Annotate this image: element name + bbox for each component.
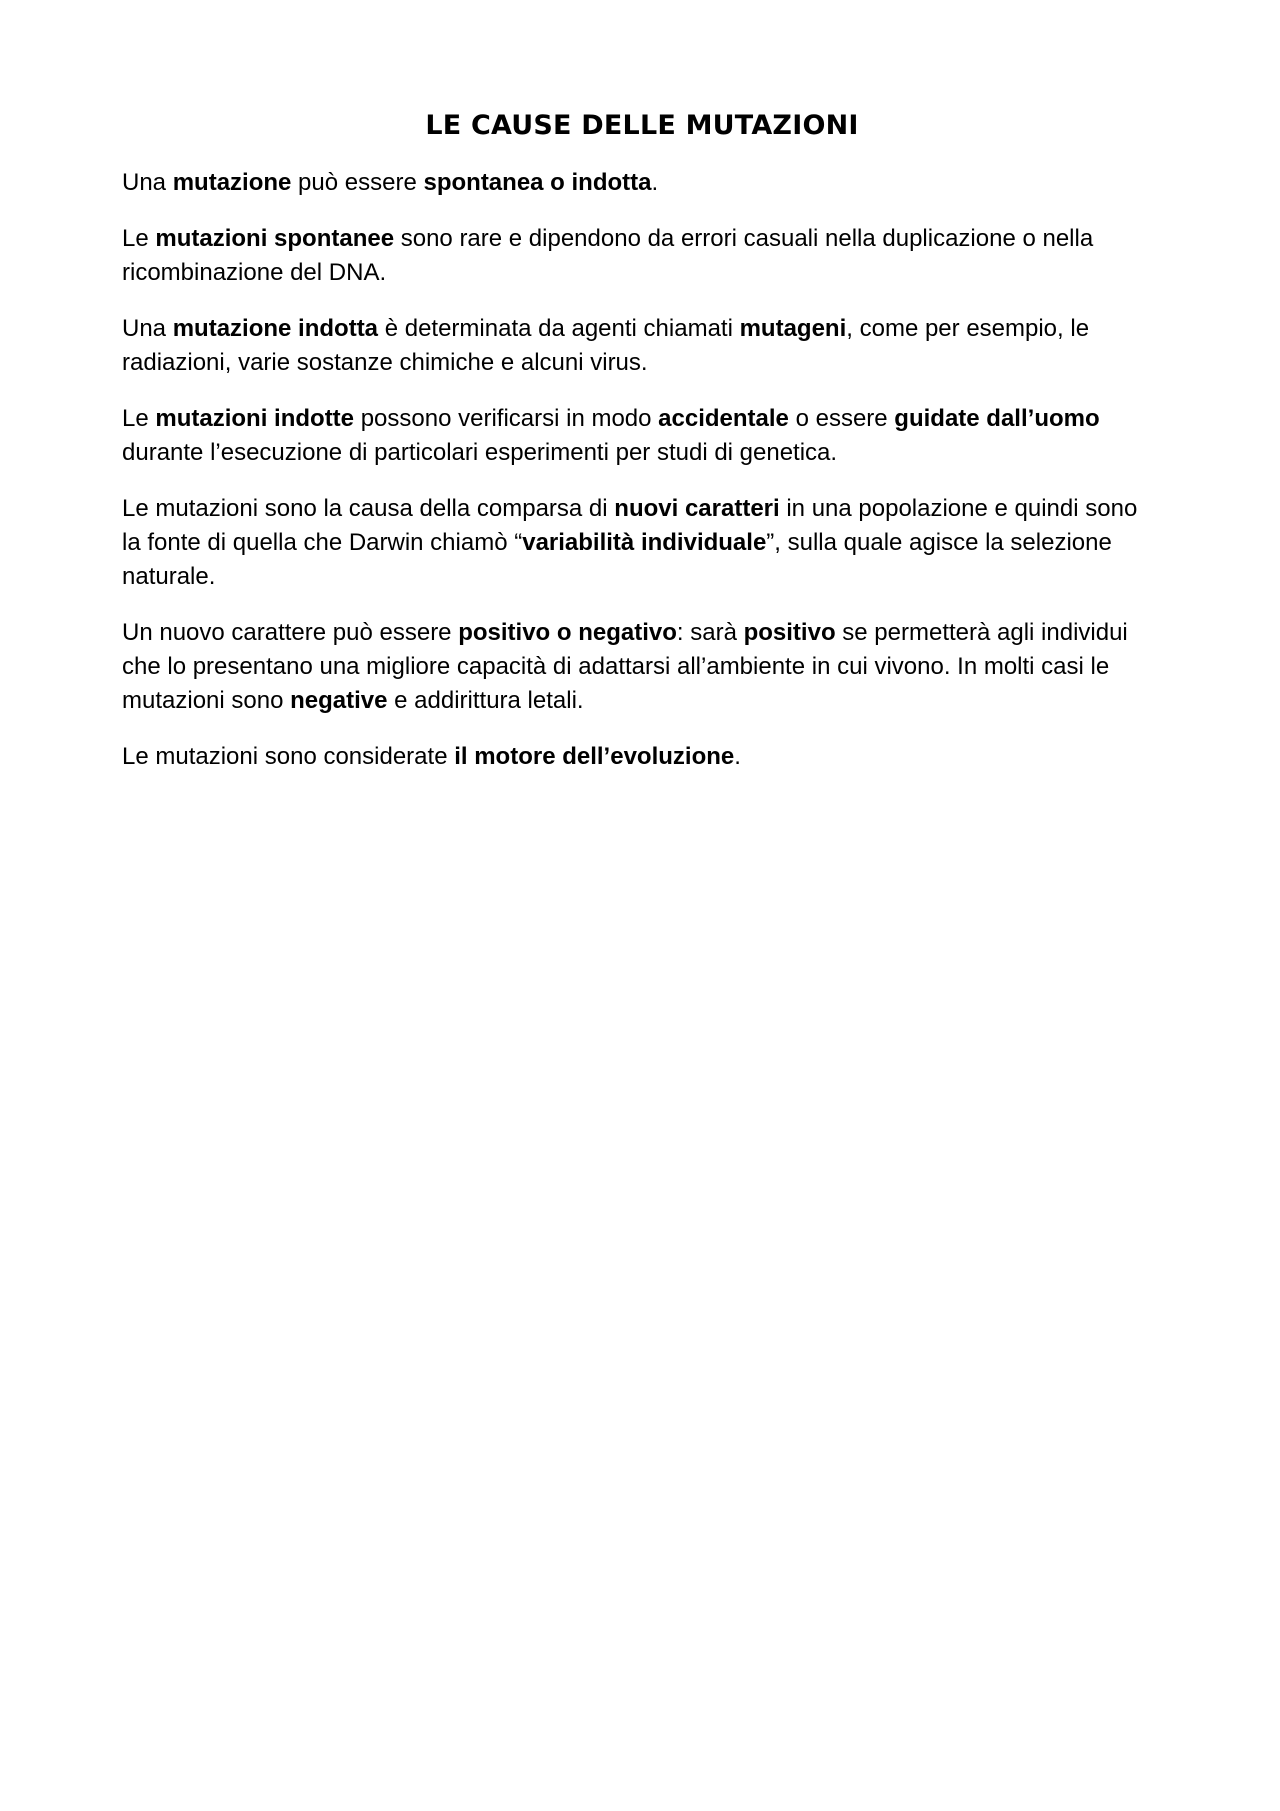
text-run: Le mutazioni sono la causa della comparsa di: [122, 495, 615, 522]
text-run: in una popolazione e quindi sono la fonte di quella che Darwin chiamò “: [122, 495, 1138, 556]
text-run: durante l’esecuzione di particolari esperimenti per studi di genetica.: [122, 439, 838, 466]
paragraph-5: [122, 492, 1162, 594]
text-run: , come per esempio, le radiazioni, varie sostanze chimiche e alcuni virus.: [122, 315, 1090, 376]
bold-run: variabilità individuale: [522, 529, 767, 556]
bold-run: negative: [290, 687, 388, 714]
bold-run: positivo o negativo: [458, 619, 677, 646]
text-run: e addirittura letali.: [387, 687, 584, 714]
bold-run: mutageni: [739, 315, 847, 342]
page-title: LE CAUSE DELLE MUTAZIONI: [425, 110, 859, 141]
text-run: Un nuovo carattere può essere: [122, 619, 459, 646]
paragraph-6: [122, 616, 1162, 718]
paragraph-4: [122, 402, 1162, 470]
text-run: Una: [122, 169, 173, 196]
text-run: se permetterà agli individui che lo presentano una migliore capacità di adattarsi all’ambiente in cui vivono. In molti casi le mutazioni sono: [122, 619, 1128, 714]
bold-run: mutazione: [172, 169, 292, 196]
bold-run: il motore dell’evoluzione: [454, 743, 735, 770]
text-run: Le mutazioni sono considerate: [122, 743, 455, 770]
bold-run: accidentale: [658, 405, 789, 432]
text-run: è determinata da agenti chiamati: [378, 315, 740, 342]
bold-run: positivo: [743, 619, 836, 646]
text-run: possono verificarsi in modo: [354, 405, 659, 432]
bold-run: mutazioni indotte: [155, 405, 355, 432]
text-run: o essere: [788, 405, 895, 432]
bold-run: guidate dall’uomo: [894, 405, 1100, 432]
bold-run: spontanea o indotta: [423, 169, 652, 196]
bold-run: mutazioni spontanee: [155, 225, 395, 252]
document-body: [122, 104, 1162, 796]
paragraph-7: [122, 740, 1162, 774]
paragraph-2: [122, 222, 1162, 290]
text-run: può essere: [291, 169, 424, 196]
text-run: ”, sulla quale agisce la selezione naturale.: [122, 529, 1112, 590]
text-run: .: [734, 743, 741, 770]
text-run: Una: [122, 315, 173, 342]
text-run: : sarà: [676, 619, 744, 646]
text-run: Le: [122, 405, 156, 432]
paragraph-1: [122, 166, 1162, 200]
bold-run: mutazione indotta: [172, 315, 379, 342]
text-run: Le: [122, 225, 156, 252]
text-run: .: [651, 169, 659, 196]
paragraph-3: [122, 312, 1162, 380]
text-run: sono rare e dipendono da errori casuali nella duplicazione o nella ricombinazione del DNA.: [122, 225, 1094, 286]
bold-run: nuovi caratteri: [614, 495, 780, 522]
